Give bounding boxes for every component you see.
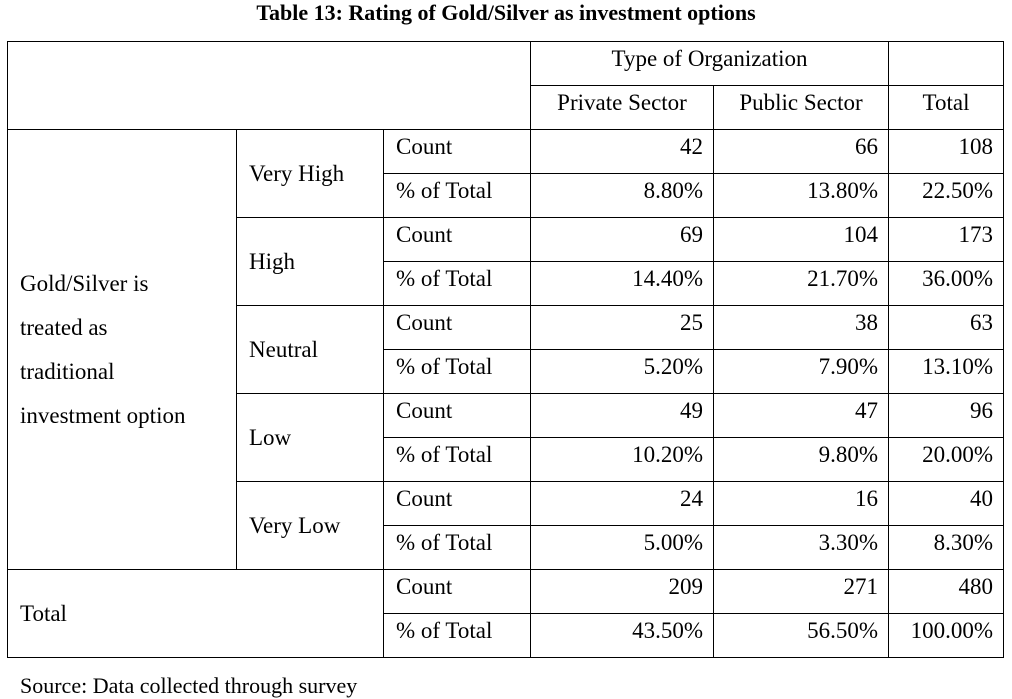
count-value: 47 [714, 394, 889, 438]
count-value: 49 [531, 394, 714, 438]
percent-value: 3.30% [714, 526, 889, 570]
count-value: 25 [531, 306, 714, 350]
stat-label: Count [384, 570, 531, 614]
stat-label: % of Total [384, 262, 531, 306]
header-corner-cell [8, 42, 531, 130]
count-value: 173 [889, 218, 1004, 262]
count-value: 40 [889, 482, 1004, 526]
total-row [8, 570, 1004, 614]
total-count-value: 209 [531, 570, 714, 614]
stat-label: Count [384, 306, 531, 350]
count-value: 69 [531, 218, 714, 262]
rating-label: High [237, 218, 384, 306]
column-header: Total [889, 86, 1004, 130]
table-title: Table 13: Rating of Gold/Silver as investment options [256, 0, 756, 25]
total-count-value: 271 [714, 570, 889, 614]
percent-value: 36.00% [889, 262, 1004, 306]
count-value: 104 [714, 218, 889, 262]
total-percent-value: 100.00% [889, 614, 1004, 658]
count-value: 16 [714, 482, 889, 526]
rating-label: Neutral [237, 306, 384, 394]
count-value: 108 [889, 130, 1004, 174]
percent-value: 14.40% [531, 262, 714, 306]
header-group-cell: Type of Organization [531, 42, 889, 86]
column-header: Private Sector [531, 86, 714, 130]
stat-label: Count [384, 482, 531, 526]
total-percent-value: 43.50% [531, 614, 714, 658]
percent-value: 21.70% [714, 262, 889, 306]
table-body [8, 42, 1004, 658]
count-value: 63 [889, 306, 1004, 350]
percent-value: 7.90% [714, 350, 889, 394]
total-count-value: 480 [889, 570, 1004, 614]
percent-value: 5.20% [531, 350, 714, 394]
percent-value: 13.10% [889, 350, 1004, 394]
count-value: 38 [714, 306, 889, 350]
percent-value: 10.20% [531, 438, 714, 482]
stat-label: % of Total [384, 350, 531, 394]
stat-label: % of Total [384, 614, 531, 658]
percent-value: 20.00% [889, 438, 1004, 482]
stat-label: % of Total [384, 174, 531, 218]
percent-value: 9.80% [714, 438, 889, 482]
row-group-label-line: investment option [20, 402, 186, 428]
percent-value: 13.80% [714, 174, 889, 218]
total-percent-value: 56.50% [714, 614, 889, 658]
stat-label: % of Total [384, 526, 531, 570]
percent-value: 22.50% [889, 174, 1004, 218]
percent-value: 8.80% [531, 174, 714, 218]
rating-table [7, 41, 1004, 658]
row-group-label-line: traditional [20, 358, 115, 384]
count-value: 42 [531, 130, 714, 174]
stat-label: Count [384, 394, 531, 438]
stat-label: Count [384, 130, 531, 174]
row-group-label [8, 130, 237, 570]
header-blank-cell [889, 42, 1004, 86]
percent-value: 5.00% [531, 526, 714, 570]
table-row [8, 130, 1004, 174]
stat-label: Count [384, 218, 531, 262]
row-group-label-line: treated as [20, 314, 108, 340]
column-header: Public Sector [714, 86, 889, 130]
total-label: Total [8, 570, 384, 658]
rating-label: Low [237, 394, 384, 482]
row-group-label-line: Gold/Silver is [20, 270, 149, 296]
stat-label: % of Total [384, 438, 531, 482]
count-value: 66 [714, 130, 889, 174]
rating-label: Very Low [237, 482, 384, 570]
rating-label: Very High [237, 130, 384, 218]
count-value: 24 [531, 482, 714, 526]
source-note: Source: Data collected through survey [20, 673, 358, 698]
header-row-1 [8, 42, 1004, 86]
count-value: 96 [889, 394, 1004, 438]
percent-value: 8.30% [889, 526, 1004, 570]
